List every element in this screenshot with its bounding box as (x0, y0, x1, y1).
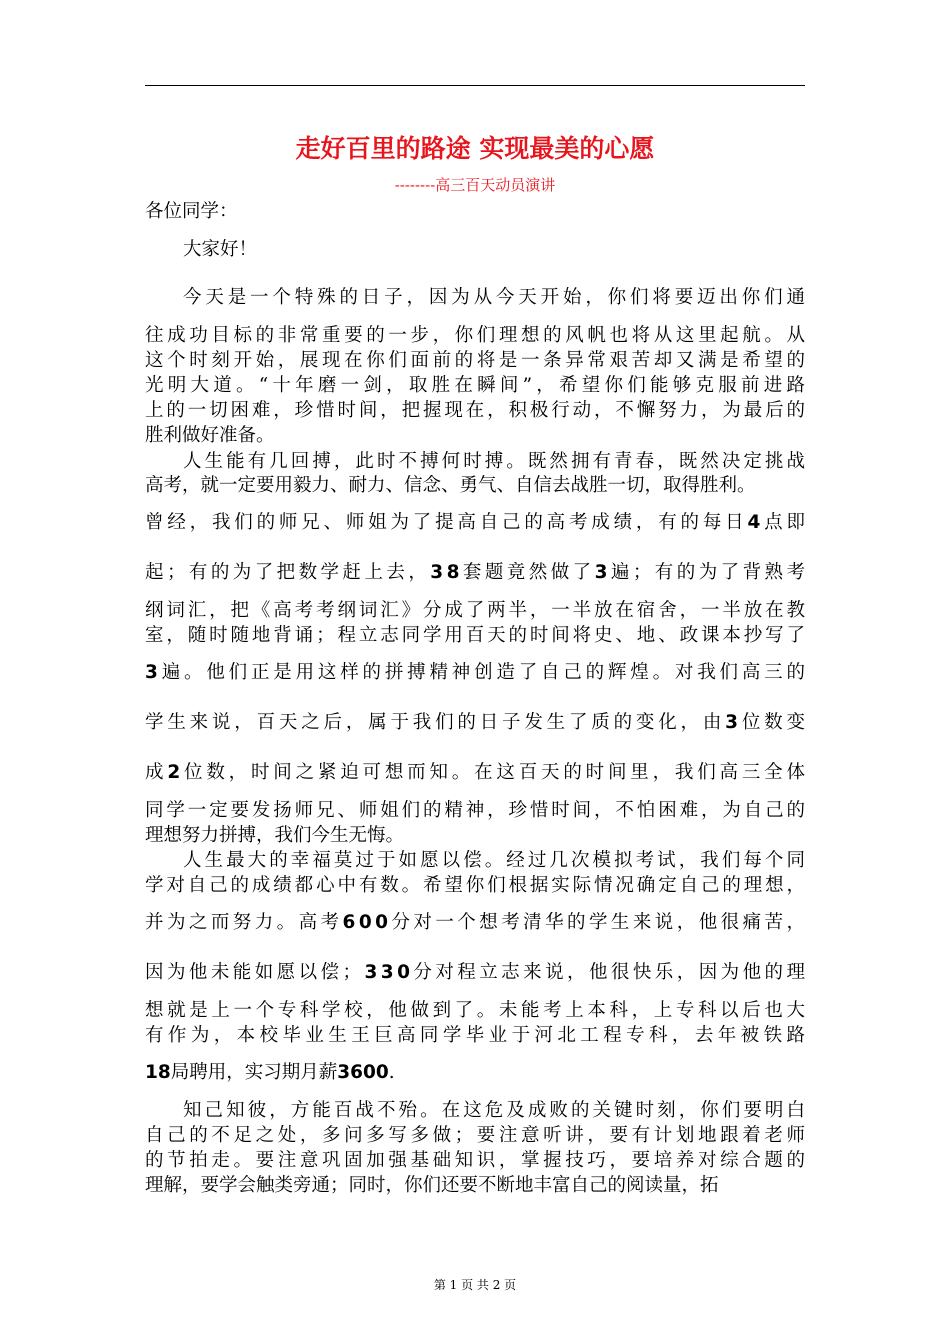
body-line: 理解，要学会触类旁通；同时，你们还要不断地丰富自己的阅读量，拓 (145, 1175, 719, 1196)
body-line: 今天是一个特殊的日子，因为从今天开始，你们将要迈出你们通 (183, 287, 809, 308)
page-indicator: 第 1 页 共 2 页 (433, 1278, 517, 1292)
body-line: 胜利做好准备。 (145, 425, 275, 446)
body-line: 有作为，本校毕业生王巨高同学毕业于河北工程专科，去年被铁路 (145, 1025, 810, 1046)
body-line: 上的一切困难，珍惜时间，把握现在，积极行动，不懈努力，为最后的 (145, 400, 808, 421)
body-line: 往成功目标的非常重要的一步，你们理想的风帆也将从这里起航。从 (145, 325, 809, 346)
body-line: 学对自己的成绩都心中有数。希望你们根据实际情况确定自己的理想， (145, 875, 808, 896)
body-line: 室，随时随地背诵；程立志同学用百天的时间将史、地、政课本抄写了 (145, 625, 808, 646)
document-title: 走好百里的路途 实现最美的心愿 (295, 134, 655, 163)
body-line: 纲词汇，把《高考考纲词汇》分成了两半，一半放在宿舍，一半放在教 (145, 600, 808, 621)
body-line: 曾经，我们的师兄、师姐为了提高自己的高考成绩，有的每日4点即 (145, 512, 809, 533)
body-line: 人生能有几回搏，此时不搏何时搏。既然拥有青春，既然决定挑战 (183, 451, 809, 472)
body-line: 并为之而努力。高考600分对一个想考清华的学生来说，他很痛苦， (145, 912, 809, 933)
body-line: 因为他未能如愿以偿；330分对程立志来说，他很快乐，因为他的理 (145, 962, 809, 983)
body-line: 高考，就一定要用毅力、耐力、信念、勇气、自信去战胜一切，取得胜利。 (145, 475, 756, 496)
body-line: 同学一定要发扬师兄、师姐们的精神，珍惜时间，不怕困难，为自己的 (145, 800, 808, 821)
body-line: 人生最大的幸福莫过于如愿以偿。经过几次模拟考试，我们每个同 (183, 850, 809, 871)
body-line: 自己的不足之处，多问多写多做；要注意听讲，要有计划地跟着老师 (145, 1125, 809, 1146)
body-line: 理想努力拼搏，我们今生无悔。 (145, 825, 405, 846)
header-rule (145, 85, 805, 86)
body-line: 起；有的为了把数学赶上去，38套题竟然做了3遍；有的为了背熟考 (145, 562, 809, 583)
body-line: 知己知彼，方能百战不殆。在这危及成败的关键时刻，你们要明白 (183, 1100, 809, 1121)
body-line: 各位同学： (145, 201, 238, 222)
body-line: 成2位数，时间之紧迫可想而知。在这百天的时间里，我们高三全体 (145, 762, 809, 783)
body-line: 3遍。他们正是用这样的拼搏精神创造了自己的辉煌。对我们高三的 (145, 662, 809, 683)
body-line: 这个时刻开始，展现在你们面前的将是一条异常艰苦却又满是希望的 (145, 350, 809, 371)
document-subtitle: --------高三百天动员演讲 (394, 176, 556, 194)
body-line: 光明大道。“十年磨一剑，取胜在瞬间”，希望你们能够克服前进路 (145, 375, 810, 396)
body-line: 的节拍走。要注意巩固加强基础知识，掌握技巧，要培养对综合题的 (145, 1150, 809, 1171)
body-line: 18局聘用，实习期月薪3600. (145, 1062, 395, 1083)
body-line: 大家好！ (183, 239, 258, 260)
body-line: 想就是上一个专科学校，他做到了。未能考上本科，上专科以后也大 (145, 1000, 809, 1021)
body-line: 学生来说，百天之后，属于我们的日子发生了质的变化，由3位数变 (145, 712, 809, 733)
